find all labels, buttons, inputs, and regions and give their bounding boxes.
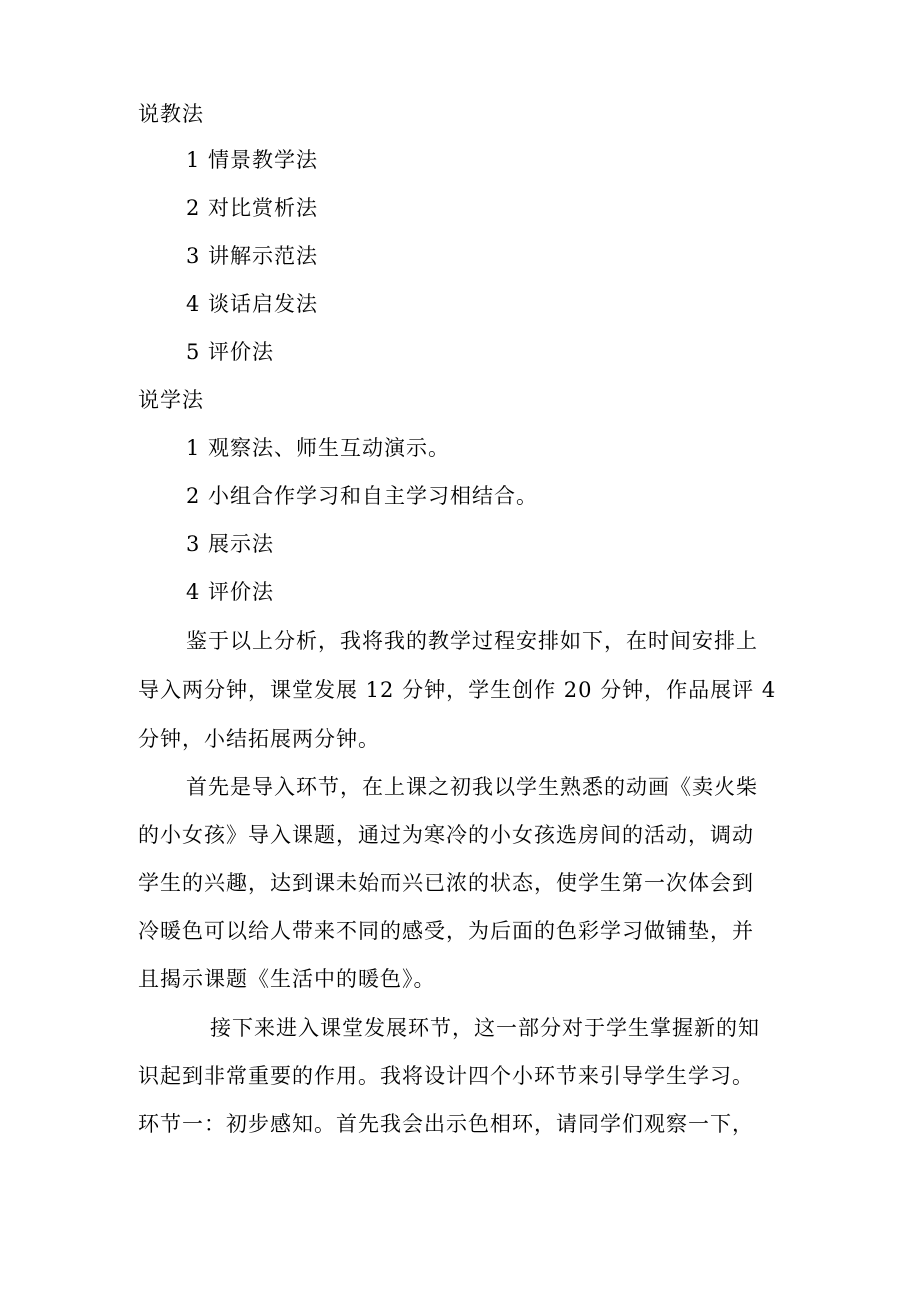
learning-method-item: 3 展示法 — [186, 532, 275, 556]
paragraph-line: 环节一：初步感知。首先我会出示色相环，请同学们观察一下， — [138, 1112, 754, 1136]
paragraph-line: 的小女孩》导入课题，通过为寒冷的小女孩选房间的活动，调动 — [138, 823, 754, 847]
paragraph-line: 分钟，小结拓展两分钟。 — [138, 727, 380, 751]
paragraph-line: 识起到非常重要的作用。我将设计四个小环节来引导学生学习。 — [138, 1064, 754, 1088]
paragraph-line: 鉴于以上分析，我将我的教学过程安排如下，在时间安排上 — [186, 629, 758, 653]
teaching-methods-heading: 说教法 — [138, 102, 204, 126]
teaching-method-item: 3 讲解示范法 — [186, 244, 319, 268]
paragraph-line: 接下来进入课堂发展环节，这一部分对于学生掌握新的知 — [210, 1016, 760, 1040]
paragraph-line: 导入两分钟，课堂发展 12 分钟，学生创作 20 分钟，作品展评 4 — [138, 678, 777, 702]
paragraph-line: 且揭示课题《生活中的暖色》。 — [138, 967, 436, 991]
paragraph-line: 冷暖色可以给人带来不同的感受，为后面的色彩学习做铺垫，并 — [138, 919, 754, 943]
teaching-method-item: 1 情景教学法 — [186, 148, 319, 172]
teaching-method-item: 4 谈话启发法 — [186, 292, 319, 316]
teaching-method-item: 5 评价法 — [186, 340, 275, 364]
learning-method-item: 4 评价法 — [186, 580, 275, 604]
learning-methods-heading: 说学法 — [138, 388, 204, 412]
paragraph-line: 学生的兴趣，达到课未始而兴已浓的状态，使学生第一次体会到 — [138, 871, 754, 895]
learning-method-item: 2 小组合作学习和自主学习相结合。 — [186, 484, 539, 508]
learning-method-item: 1 观察法、师生互动演示。 — [186, 436, 451, 460]
paragraph-line: 首先是导入环节，在上课之初我以学生熟悉的动画《卖火柴 — [186, 775, 758, 799]
teaching-method-item: 2 对比赏析法 — [186, 196, 319, 220]
